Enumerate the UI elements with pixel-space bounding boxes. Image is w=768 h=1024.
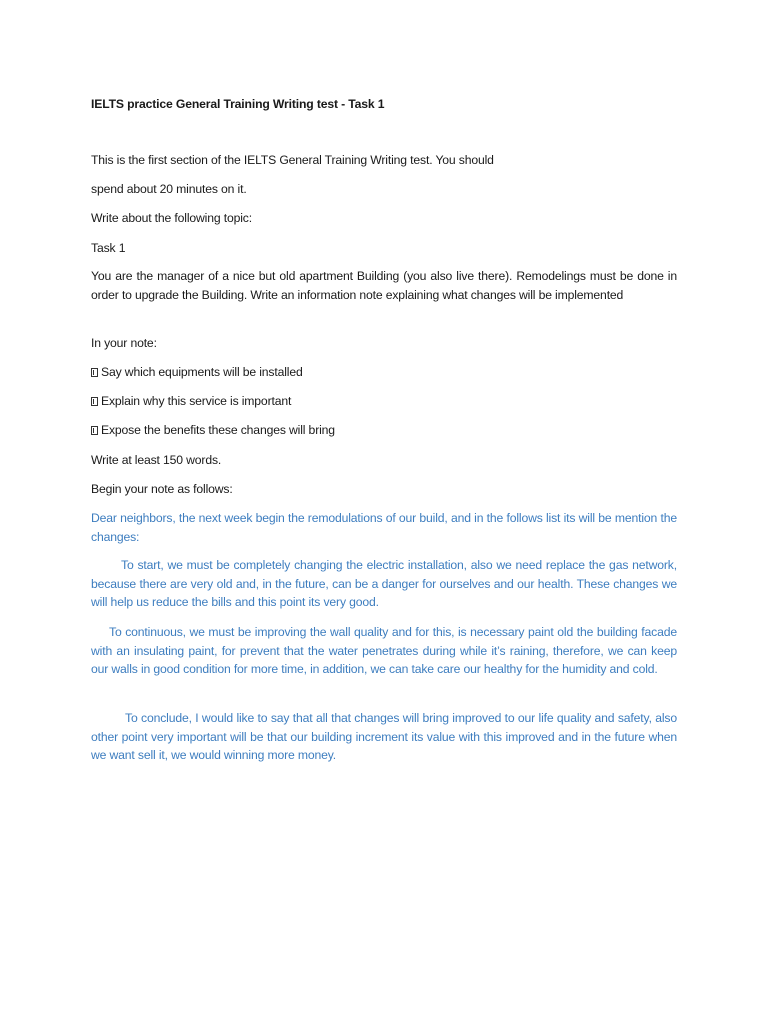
topic-prompt: Write about the following topic: (91, 211, 252, 225)
response-paragraph-4: To conclude, I would like to say that all that changes will bring improved to our life quality and safety, also other point very important will be that our building increment its value with this improved and in the future when we want sell it, we would winning more money. (91, 711, 677, 762)
bullet-text: Expose the benefits these changes will bring (101, 423, 335, 437)
intro-line-1: This is the first section of the IELTS General Training Writing test. You should (91, 153, 494, 167)
response-paragraph-1: Dear neighbors, the next week begin the remodulations of our build, and in the follows list its will be mention the changes: (91, 511, 677, 544)
note-heading: In your note: (91, 336, 157, 350)
bullet-item (91, 421, 335, 439)
task-label: Task 1 (91, 241, 126, 255)
response-paragraph-2: To start, we must be completely changing the electric installation, also we need replace the gas network, because there are very old and, in the future, can be a danger for ourselves and our health. These changes we will help us reduce the bills and this point its very good. (91, 558, 677, 609)
bullet-text: Explain why this service is important (101, 394, 292, 408)
bullet-item (91, 363, 303, 381)
document-title: IELTS practice General Training Writing test - Task 1 (91, 97, 385, 111)
missing-glyph-icon (91, 426, 98, 435)
task-description: You are the manager of a nice but old apartment Building (you also live there). Remodelings must be done in order to upgrade the Building. Write an information note explaining what changes will be implemented (91, 269, 677, 302)
word-count-instruction: Write at least 150 words. (91, 453, 222, 467)
missing-glyph-icon (91, 397, 98, 406)
missing-glyph-icon (91, 368, 98, 377)
begin-label: Begin your note as follows: (91, 482, 233, 496)
intro-line-2: spend about 20 minutes on it. (91, 182, 247, 196)
bullet-text: Say which equipments will be installed (101, 365, 303, 379)
bullet-item (91, 392, 291, 410)
response-paragraph-3: To continuous, we must be improving the wall quality and for this, is necessary paint old the building facade with an insulating paint, for prevent that the water penetrates during while it’s raining, therefore, we can keep our walls in good condition for more time, in addition, we can take care our healthy for the humidity and cold. (91, 625, 677, 676)
